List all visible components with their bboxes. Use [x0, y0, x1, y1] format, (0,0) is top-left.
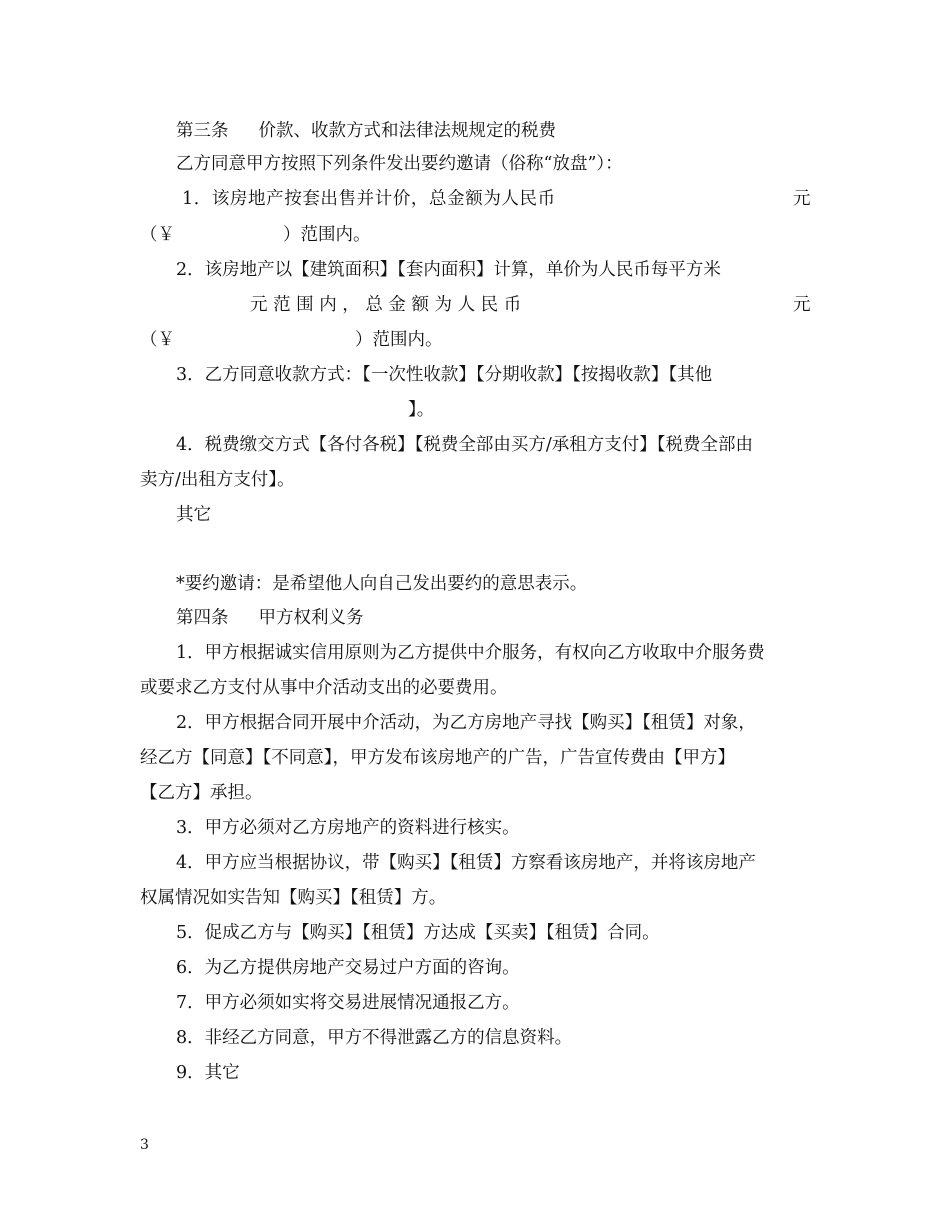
article3-item2-open: （￥: [140, 330, 175, 350]
article4-item1-line1: 1．甲方根据诚实信用原则为乙方提供中介服务，有权向乙方收取中介服务费: [176, 643, 765, 663]
article4-item6: 6．为乙方提供房地产交易过户方面的咨询。: [176, 958, 520, 978]
article3-item3-line1: 3．乙方同意收款方式：【一次性收款】【分期收款】【按揭收款】【其他: [176, 365, 713, 385]
article4-item7: 7．甲方必须如实将交易进展情况通报乙方。: [176, 993, 520, 1013]
article4-item3: 3．甲方必须对乙方房地产的资料进行核实。: [176, 818, 520, 838]
article4-title: 甲方权利义务: [258, 608, 364, 628]
article3-note: *要约邀请：是希望他人向自己发出要约的意思表示。: [176, 574, 588, 594]
article3-other: 其它: [176, 505, 211, 525]
article3-title: 价款、收款方式和法律法规规定的税费: [258, 121, 556, 141]
article3-item1-open: （￥: [140, 225, 175, 245]
article3-heading: [176, 119, 556, 143]
article4-item4-line2: 权属情况如实告知【购买】【租赁】方。: [140, 888, 447, 908]
article3-item1-close: ）范围内。: [283, 225, 371, 245]
article3-number: 第三条: [176, 121, 229, 141]
article3-item2-yuan: 元: [793, 295, 811, 315]
article3-item1-yuan: 元: [793, 189, 811, 209]
article3-item2-line2: 元 范 围 内 ， 总 金 额 为 人 民 币: [250, 295, 522, 315]
article3-intro: 乙方同意甲方按照下列条件发出要约邀请（俗称“放盘”）：: [176, 154, 623, 174]
article3-item2-close: ）范围内。: [355, 330, 443, 350]
article4-item2-line1: 2．甲方根据合同开展中介活动，为乙方房地产寻找【购买】【租赁】对象，: [176, 713, 756, 733]
article4-item2-line3: 【乙方】承担。: [140, 783, 263, 803]
article3-item4-line1: 4．税费缴交方式【各付各税】【税费全部由买方/承租方支付】【税费全部由: [176, 435, 754, 455]
article3-item2-line3: [140, 328, 443, 352]
article4-item9: 9．其它: [176, 1063, 240, 1083]
article4-item8: 8．非经乙方同意，甲方不得泄露乙方的信息资料。: [176, 1028, 573, 1048]
article3-item1-line2: [140, 223, 371, 247]
article4-number: 第四条: [176, 608, 229, 628]
article3-item3-line2: 】。: [408, 400, 435, 420]
article4-item1-line2: 或要求乙方支付从事中介活动支出的必要费用。: [140, 678, 508, 698]
article4-heading: [176, 606, 364, 630]
article4-item4-line1: 4．甲方应当根据协议，带【购买】【租赁】方察看该房地产，并将该房地产: [176, 853, 756, 873]
article3-item1-line1: 1．该房地产按套出售并计价，总金额为人民币: [182, 189, 556, 209]
article3-item4-line2: 卖方/出租方支付】。: [140, 470, 295, 490]
article4-item2-line2: 经乙方【同意】【不同意】，甲方发布该房地产的广告，广告宣传费由【甲方】: [140, 748, 735, 768]
article3-item2-line1: 2．该房地产以【建筑面积】【套内面积】计算，单价为人民币每平方米: [176, 260, 721, 280]
article4-item5: 5．促成乙方与【购买】【租赁】方达成【买卖】【租赁】合同。: [176, 923, 660, 943]
page-number: 3: [140, 1137, 149, 1153]
